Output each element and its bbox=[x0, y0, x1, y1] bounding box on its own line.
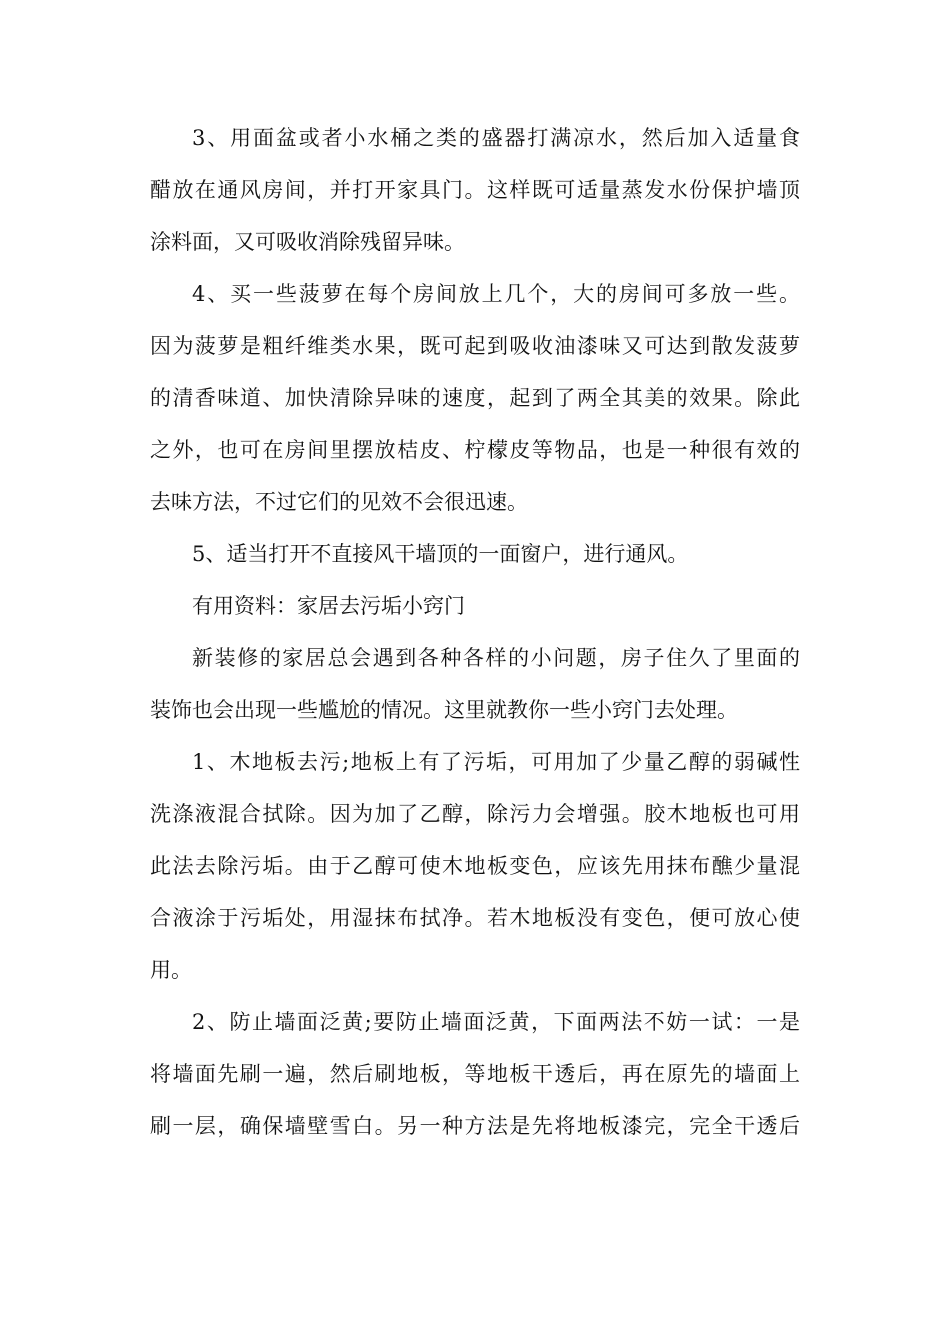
text-line: 之外，也可在房间里摆放桔皮、柠檬皮等物品，也是一种很有效的 bbox=[150, 438, 800, 462]
text-line: 用。 bbox=[150, 958, 192, 982]
text-line: 的清香味道、加快清除异味的速度，起到了两全其美的效果。除此 bbox=[150, 386, 800, 410]
text-line: 洗涤液混合拭除。因为加了乙醇，除污力会增强。胶木地板也可用 bbox=[150, 802, 800, 826]
text-line: 有用资料：家居去污垢小窍门 bbox=[192, 594, 465, 618]
text-line: 装饰也会出现一些尴尬的情况。这里就教你一些小窍门去处理。 bbox=[150, 698, 738, 722]
text-line: 此法去除污垢。由于乙醇可使木地板变色，应该先用抹布醮少量混 bbox=[150, 854, 800, 878]
text-line: 新装修的家居总会遇到各种各样的小问题，房子住久了里面的 bbox=[192, 646, 800, 670]
text-line: 去味方法，不过它们的见效不会很迅速。 bbox=[150, 490, 528, 514]
text-line: 1、木地板去污;地板上有了污垢，可用加了少量乙醇的弱碱性 bbox=[192, 750, 800, 774]
text-line: 5、适当打开不直接风干墙顶的一面窗户，进行通风。 bbox=[192, 542, 689, 566]
text-line: 刷一层，确保墙壁雪白。另一种方法是先将地板漆完，完全干透后 bbox=[150, 1114, 800, 1138]
text-line: 4、买一些菠萝在每个房间放上几个，大的房间可多放一些。 bbox=[192, 282, 800, 306]
text-line: 2、防止墙面泛黄;要防止墙面泛黄，下面两法不妨一试：一是 bbox=[192, 1010, 800, 1034]
text-line: 醋放在通风房间，并打开家具门。这样既可适量蒸发水份保护墙顶 bbox=[150, 178, 800, 202]
text-line: 合液涂于污垢处，用湿抹布拭净。若木地板没有变色，便可放心使 bbox=[150, 906, 800, 930]
text-line: 涂料面，又可吸收消除残留异味。 bbox=[150, 230, 465, 254]
document-body bbox=[150, 112, 800, 1152]
text-line: 因为菠萝是粗纤维类水果，既可起到吸收油漆味又可达到散发菠萝 bbox=[150, 334, 800, 358]
text-line: 3、用面盆或者小水桶之类的盛器打满凉水，然后加入适量食 bbox=[192, 126, 800, 150]
text-line: 将墙面先刷一遍，然后刷地板，等地板干透后，再在原先的墙面上 bbox=[150, 1062, 800, 1086]
